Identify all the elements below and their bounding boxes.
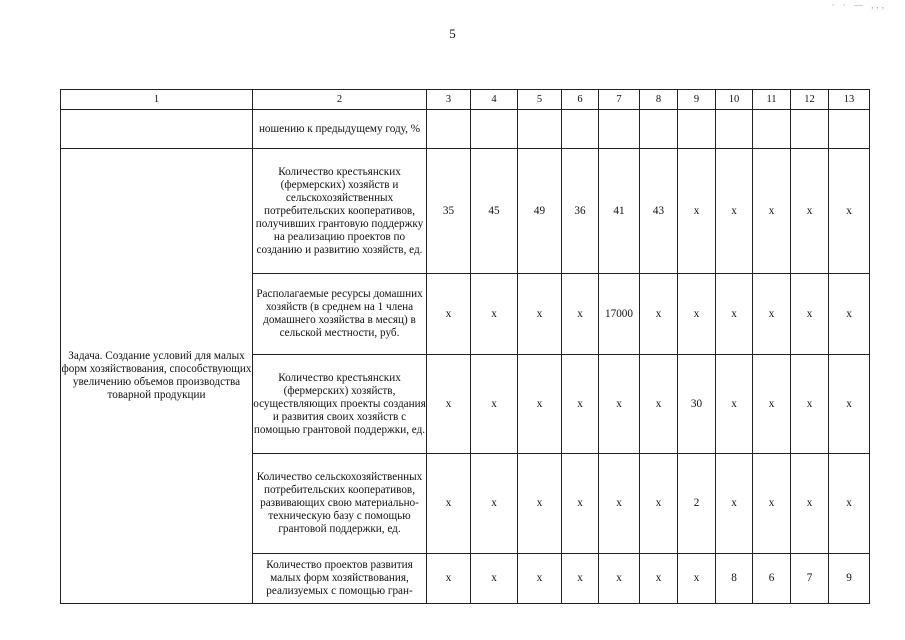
column-header-12: 12 — [791, 90, 829, 110]
value-cell: х — [640, 274, 678, 355]
value-cell: 2 — [678, 454, 716, 554]
value-cell: х — [427, 554, 471, 604]
value-cell: х — [518, 554, 562, 604]
value-cell: х — [716, 355, 753, 454]
column-header-5: 5 — [518, 90, 562, 110]
value-cell: х — [471, 274, 518, 355]
value-cell: х — [716, 274, 753, 355]
column-header-13: 13 — [829, 90, 870, 110]
value-cell: х — [829, 149, 870, 274]
value-cell: х — [518, 454, 562, 554]
value-cell: х — [791, 274, 829, 355]
task-cell: Задача. Создание условий для малых форм хозяйствования, способствующих увеличению объемов производства товарной продукции — [61, 149, 253, 604]
value-cell: х — [518, 355, 562, 454]
indicator-cell: Располагаемые ресурсы домашних хозяйств (в среднем на 1 члена домашнего хозяйства в месяц) в сельской местности, руб. — [253, 274, 427, 355]
value-cell: х — [791, 454, 829, 554]
value-cell: 45 — [471, 149, 518, 274]
value-cell: х — [829, 274, 870, 355]
value-cell: 35 — [427, 149, 471, 274]
indicator-cell: Количество крестьянских (фермерских) хозяйств, осуществляющих проекты создания и развития своих хозяйств с помощью грантовой поддержки, ед. — [253, 355, 427, 454]
value-cell: х — [427, 355, 471, 454]
value-cell: 30 — [678, 355, 716, 454]
table-row — [61, 110, 870, 149]
value-cell: х — [678, 149, 716, 274]
value-cell: х — [427, 274, 471, 355]
indicator-cell: Количество крестьянских (фермерских) хозяйств и сельскохозяйственных потребительских кооперативов, получивших грантовую поддержку на реализацию проектов по созданию и развитию хозяйств, ед. — [253, 149, 427, 274]
value-cell: х — [753, 454, 791, 554]
indicator-cell: Количество сельскохозяйственных потребительских кооперативов, развивающих свою материально-техническую базу с помощью грантовой поддержки, ед. — [253, 454, 427, 554]
indicator-cell: Количество проектов развития малых форм хозяйствования, реализуемых с помощью гран- — [253, 554, 427, 604]
column-header-10: 10 — [716, 90, 753, 110]
value-cell: х — [716, 149, 753, 274]
value-cell: 7 — [791, 554, 829, 604]
column-header-1: 1 — [61, 90, 253, 110]
value-cell: х — [599, 554, 640, 604]
column-header-7: 7 — [599, 90, 640, 110]
value-cell: х — [562, 355, 599, 454]
value-cell: х — [599, 355, 640, 454]
value-cell: х — [829, 454, 870, 554]
indicators-table — [60, 89, 870, 604]
value-cell: 43 — [640, 149, 678, 274]
value-cell: 17000 — [599, 274, 640, 355]
value-cell: 36 — [562, 149, 599, 274]
value-cell: х — [599, 454, 640, 554]
value-cell: 41 — [599, 149, 640, 274]
value-cell: 8 — [716, 554, 753, 604]
column-header-6: 6 — [562, 90, 599, 110]
value-cell: х — [471, 355, 518, 454]
value-cell: х — [753, 274, 791, 355]
scan-mark: · · — ,,, — [831, 0, 887, 10]
value-cell: х — [640, 355, 678, 454]
value-cell: х — [427, 454, 471, 554]
value-cell: х — [678, 554, 716, 604]
value-cell: х — [678, 274, 716, 355]
table-row — [61, 149, 870, 274]
column-header-9: 9 — [678, 90, 716, 110]
column-header-8: 8 — [640, 90, 678, 110]
value-cell: х — [471, 554, 518, 604]
value-cell: х — [753, 149, 791, 274]
task-cell-empty — [61, 110, 253, 149]
value-cell: х — [562, 274, 599, 355]
column-header-4: 4 — [471, 90, 518, 110]
value-cell: х — [829, 355, 870, 454]
value-cell: х — [562, 554, 599, 604]
header-row — [61, 90, 870, 110]
value-cell: х — [791, 149, 829, 274]
value-cell: 9 — [829, 554, 870, 604]
value-cell: 49 — [518, 149, 562, 274]
value-cell: х — [518, 274, 562, 355]
continuation-cell: ношению к предыдущему году, % — [253, 110, 427, 149]
column-header-11: 11 — [753, 90, 791, 110]
table-body — [61, 90, 870, 604]
value-cell: 6 — [753, 554, 791, 604]
value-cell: х — [562, 454, 599, 554]
column-header-3: 3 — [427, 90, 471, 110]
value-cell: х — [791, 355, 829, 454]
page-number: 5 — [449, 26, 456, 41]
value-cell: х — [753, 355, 791, 454]
value-cell: х — [471, 454, 518, 554]
value-cell: х — [640, 454, 678, 554]
value-cell: х — [640, 554, 678, 604]
value-cell: х — [716, 454, 753, 554]
column-header-2: 2 — [253, 90, 427, 110]
